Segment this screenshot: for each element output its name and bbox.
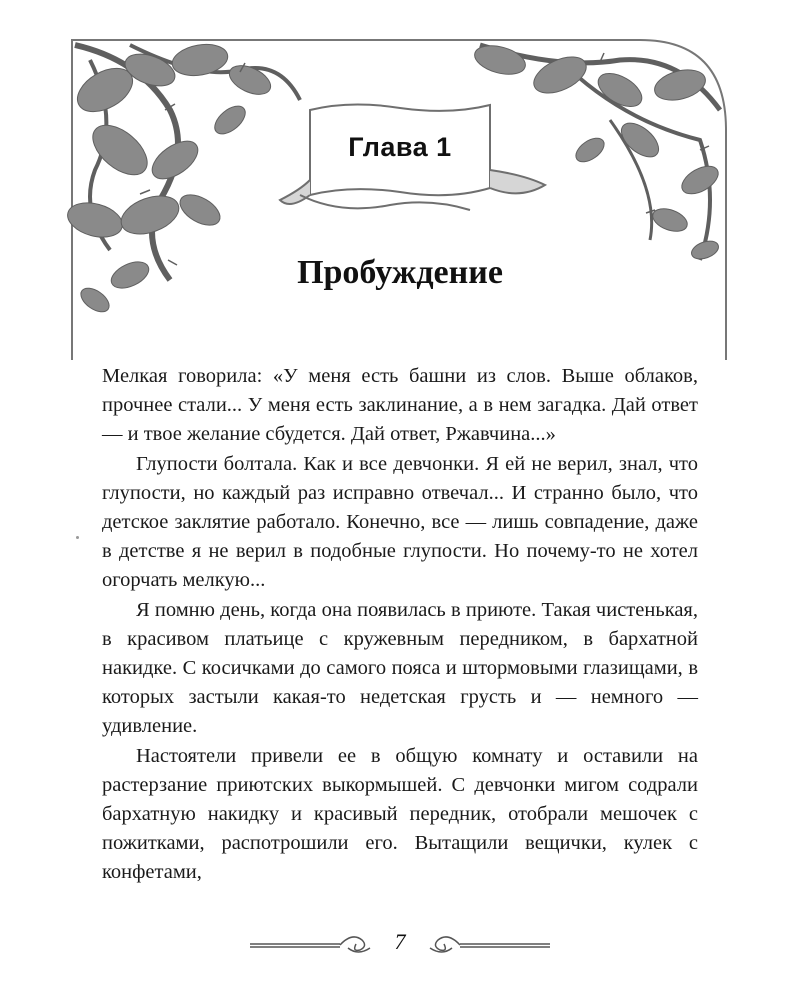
page-number: 7 [394, 929, 406, 954]
right-vines [472, 41, 723, 263]
margin-mark [76, 536, 79, 539]
paragraph: Глупости болтала. Как и все девчонки. Я ей не верил, знал, что глупости, но каждый раз исправно отвечал... И странно было, что детское заклятие работало. Конечно, все — лишь совпадение, даже в детстве я не верил в подобные глупости. Но почему-то не хотел огорчать мелкую... [102, 452, 698, 592]
paragraph: Мелкая говорила: «У меня есть башни из слов. Выше облаков, прочнее стали... У меня есть заклинание, а в нем загадка. Дай ответ — и твое желание сбудется. Дай ответ, Ржавчина...» [102, 365, 698, 446]
paragraph: Я помню день, когда она появилась в приюте. Такая чистенькая, в красивом платьице с кружевным передником, в бархатной накидке. С косичками до самого пояса и штормовыми глазищами, в которых застыли какая-то недетская грусть и — немного — удивление. [102, 598, 698, 738]
body-text [102, 362, 698, 888]
chapter-title: Пробуждение [297, 254, 503, 291]
paragraph: Настоятели привели ее в общую комнату и оставили на растерзание приютских выкормышей. С девчонки мигом содрали бархатную накидку и красивый передник, отобрали мешочек с пожитками, распотрошили его. Вытащили вещички, кулек с конфетами, [102, 744, 698, 884]
chapter-number: Глава 1 [348, 132, 452, 162]
header-vine-ornament [0, 0, 800, 360]
